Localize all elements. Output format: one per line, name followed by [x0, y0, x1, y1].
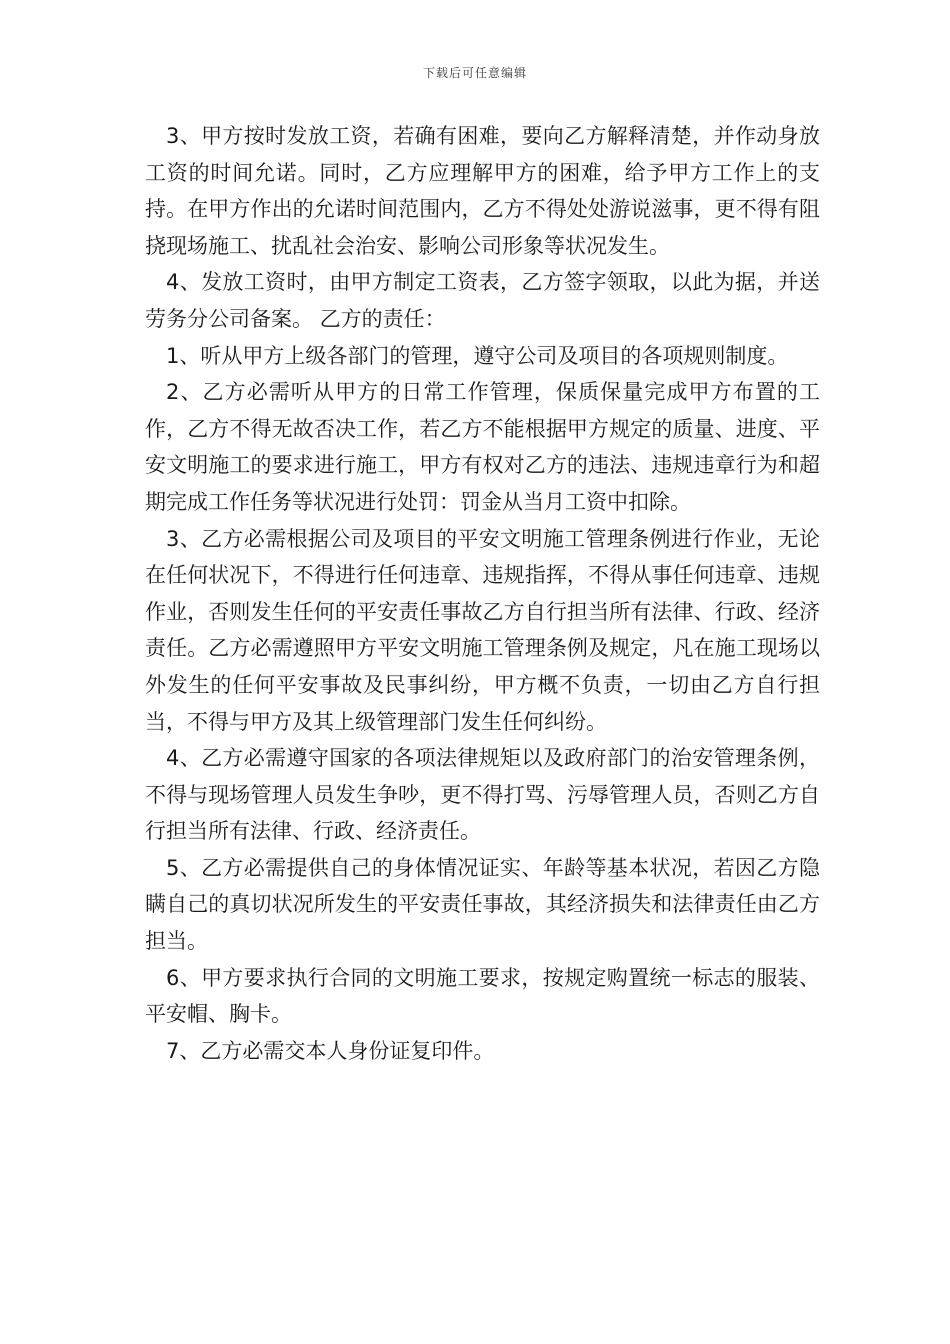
paragraph-contractor-5: 5、乙方必需提供自己的身体情况证实、年龄等基本状况，若因乙方隐瞒自己的真切状况所发生的平安责任事故，其经济损失和法律责任由乙方担当。 — [145, 855, 820, 954]
paragraph-contractor-2: 2、乙方必需听从甲方的日常工作管理，保质保量完成甲方布置的工作，乙方不得无故否决工作，若乙方不能根据甲方规定的质量、进度、平安文明施工的要求进行施工，甲方有权对乙方的违法、违规违章行为和超期完成工作任务等状况进行处罚：罚金从当月工资中扣除。 — [145, 380, 820, 514]
paragraph-contractor-3: 3、乙方必需根据公司及项目的平安文明施工管理条例进行作业，无论在任何状况下，不得进行任何违章、违规指挥，不得从事任何违章、违规作业，否则发生任何的平安责任事故乙方自行担当所有法律、行政、经济责任。乙方必需遵照甲方平安文明施工管理条例及规定，凡在施工现场以外发生的任何平安事故及民事纠纷，甲方概不负责，一切由乙方自行担当，不得与甲方及其上级管理部门发生任何纠纷。 — [145, 526, 820, 734]
paragraph-employer-wage-4: 4、发放工资时，由甲方制定工资表，乙方签字领取，以此为据，并送劳务分公司备案。 乙方的责任： — [145, 270, 820, 331]
document-body — [145, 118, 820, 1069]
paragraph-contractor-4: 4、乙方必需遵守国家的各项法律规矩以及政府部门的治安管理条例，不得与现场管理人员发生争吵，更不得打骂、污辱管理人员，否则乙方自行担当所有法律、行政、经济责任。 — [145, 746, 820, 844]
paragraph-employer-wage-3: 3、甲方按时发放工资，若确有困难，要向乙方解释清楚，并作动身放工资的时间允诺。同时，乙方应理解甲方的困难，给予甲方工作上的支持。在甲方作出的允诺时间范围内，乙方不得处处游说滋事，更不得有阻挠现场施工、扰乱社会治安、影响公司形象等状况发生。 — [145, 124, 820, 258]
paragraph-contractor-1: 1、听从甲方上级各部门的管理，遵守公司及项目的各项规则制度。 — [166, 343, 789, 368]
paragraph-contractor-7: 7、乙方必需交本人身份证复印件。 — [166, 1038, 495, 1063]
paragraph-contractor-6: 6、甲方要求执行合同的文明施工要求，按规定购置统一标志的服装、平安帽、胸卡。 — [145, 965, 820, 1027]
page-header: 下载后可任意编辑 — [422, 66, 527, 80]
